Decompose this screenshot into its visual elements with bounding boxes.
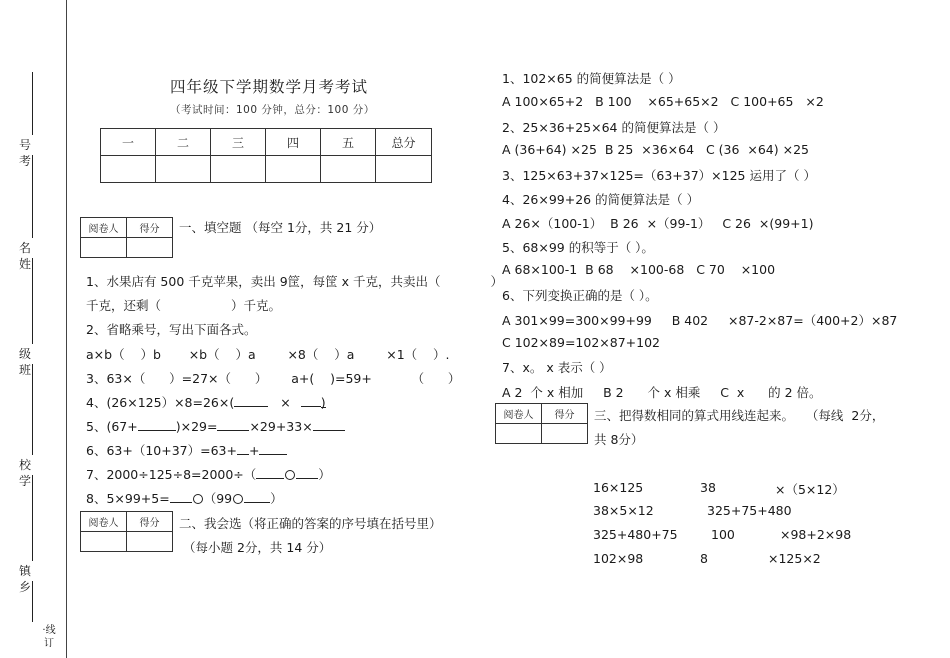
match-mid-4: 8 (700, 551, 708, 566)
grader-box-section1 (80, 217, 173, 258)
match-mid-1: 38 (700, 480, 716, 495)
choice-q2-options: A (36+64) ×25 B 25 ×36×64 C (36 ×64) ×25 (502, 142, 809, 157)
choice-q5-options: A 68×100-1 B 68 ×100-68 C 70 ×100 (502, 262, 776, 277)
match-left-1: 16×125 (593, 480, 644, 495)
side-label-town: 镇乡 (18, 564, 31, 594)
question-6: 6、63+（10+37）=63+ + (86, 441, 287, 459)
score-cell-4[interactable] (266, 156, 321, 183)
match-mid-3: 100 (711, 527, 735, 542)
binding-line (66, 0, 67, 658)
grader-reviewer-cell[interactable] (496, 424, 542, 444)
section1-title: 一、填空题 （每空 1分，共 21 分） (179, 220, 382, 235)
score-table (100, 128, 432, 183)
grader-reviewer-label: 阅卷人 (81, 218, 127, 238)
score-header-4: 四 (266, 129, 321, 156)
grader-reviewer-cell[interactable] (81, 238, 127, 258)
section2-subtitle: （每小题 2分，共 14 分） (183, 540, 332, 555)
question-1b: 千克，还剩（ ）千克。 (86, 298, 282, 313)
match-right-4: ×125×2 (768, 551, 821, 566)
score-header-5: 五 (321, 129, 376, 156)
choice-q6: 6、下列变换正确的是（ ）。 (502, 288, 658, 303)
score-cell-1[interactable] (101, 156, 156, 183)
choice-q6-options-c: C 102×89=102×87+102 (502, 335, 660, 350)
grader-score-label: 得分 (542, 404, 588, 424)
page-title: 四年级下学期数学月考考试 (170, 78, 369, 96)
section3-title: 三、把得数相同的算式用线连起来。 （每线 2分， (594, 408, 885, 423)
grader-score-cell[interactable] (542, 424, 588, 444)
choice-q7-options: A 2 个 x 相加 B 2 个 x 相乘 C x 的 2 倍。 (502, 385, 822, 400)
grader-reviewer-label: 阅卷人 (81, 512, 127, 532)
grader-score-label: 得分 (127, 512, 173, 532)
side-label-school: 校学 (18, 458, 31, 488)
choice-q2: 2、25×36+25×64 的简便算法是（ ） (502, 120, 726, 135)
choice-q1: 1、102×65 的简便算法是（ ） (502, 71, 681, 86)
side-label-name: 名姓 (18, 241, 31, 271)
question-2: 2、省略乘号，写出下面各式。 (86, 322, 257, 337)
grader-box-section3 (495, 403, 588, 444)
question-1a: 1、水果店有 500 千克苹果，卖出 9筐，每筐 x 千克，共卖出（ ） (86, 274, 504, 289)
grader-box-section2 (80, 511, 173, 552)
match-left-3: 325+480+75 (593, 527, 678, 542)
side-label-class: 级班 (18, 347, 31, 377)
grader-score-cell[interactable] (127, 238, 173, 258)
score-header-2: 二 (156, 129, 211, 156)
question-3: 3、63×（ ）=27×（ ） a+( )=59+ （ ） (86, 371, 461, 386)
question-7: 7、2000÷125÷8=2000÷（ ） (86, 467, 331, 482)
score-cell-2[interactable] (156, 156, 211, 183)
grader-reviewer-label: 阅卷人 (496, 404, 542, 424)
question-2-items: a×b（ ）b ×b（ ）a ×8（ ）a ×1（ ）. (86, 347, 450, 362)
match-left-4: 102×98 (593, 551, 644, 566)
grader-reviewer-cell[interactable] (81, 532, 127, 552)
score-header-3: 三 (211, 129, 266, 156)
page-subtitle: （考试时间：100 分钟，总分：100 分） (170, 104, 375, 116)
score-header-1: 一 (101, 129, 156, 156)
choice-q6-options-ab: A 301×99=300×99+99 B 402 ×87-2×87=（400+2）×87 (502, 313, 898, 328)
match-left-2: 38×5×12 (593, 503, 654, 518)
match-right-1: ×（5×12） (775, 482, 845, 497)
choice-q7: 7、x。 x 表示（ ） (502, 360, 612, 375)
score-cell-3[interactable] (211, 156, 266, 183)
grader-score-cell[interactable] (127, 532, 173, 552)
choice-q4-options: A 26×（100-1） B 26 ×（99-1） C 26 ×(99+1) (502, 216, 814, 231)
question-4: 4、(26×125）×8=26×( × ) (86, 395, 326, 410)
choice-q4: 4、26×99+26 的简便算法是（ ） (502, 192, 700, 207)
side-label-exam-number: 号考 (18, 138, 31, 168)
choice-q3: 3、125×63+37×125=（63+37）×125 运用了（ ） (502, 168, 816, 183)
score-cell-5[interactable] (321, 156, 376, 183)
match-right-3: ×98+2×98 (780, 527, 852, 542)
match-mid-2: 325+75+480 (707, 503, 792, 518)
section3-title-cont: 共 8分） (594, 432, 644, 447)
score-header-total: 总分 (376, 129, 432, 156)
question-8: 8、5×99+5= （99 ） (86, 491, 283, 506)
section2-title: 二、我会选（将正确的答案的序号填在括号里） (179, 516, 442, 531)
side-label-binding: ·线订 (42, 625, 56, 649)
question-5: 5、(67+ )×29= ×29+33× (86, 417, 345, 435)
grader-score-label: 得分 (127, 218, 173, 238)
score-cell-total[interactable] (376, 156, 432, 183)
choice-q1-options: A 100×65+2 B 100 ×65+65×2 C 100+65 ×2 (502, 94, 824, 109)
choice-q5: 5、68×99 的积等于（ ）。 (502, 240, 654, 255)
